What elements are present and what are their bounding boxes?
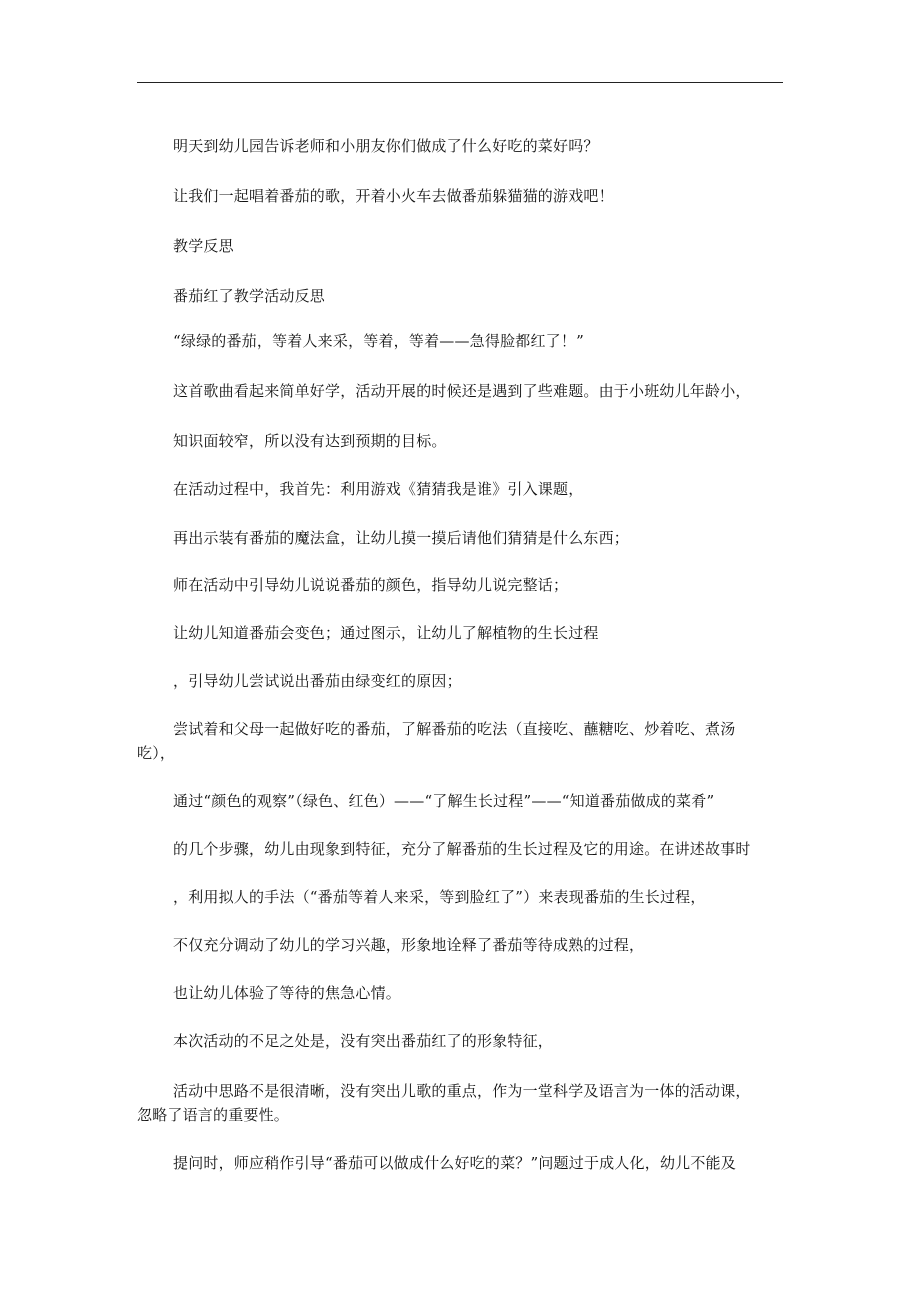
paragraph: 番茄红了教学活动反思	[173, 287, 326, 305]
paragraph-continuation: 忽略了语言的重要性。	[137, 1106, 290, 1124]
paragraph: 师在活动中引导幼儿说说番茄的颜色，指导幼儿说完整话；	[173, 576, 569, 594]
paragraph: 尝试着和父母一起做好吃的番茄，了解番茄的吃法（直接吃、蘸糖吃、炒着吃、煮汤	[173, 720, 736, 738]
paragraph: 通过“颜色的观察”（绿色、红色）——“了解生长过程”——“知道番茄做成的菜肴”	[173, 792, 715, 810]
paragraph-continuation: 吃），	[137, 744, 176, 762]
paragraph: 本次活动的不足之处是，没有突出番茄红了的形象特征，	[173, 1032, 554, 1050]
paragraph: 再出示装有番茄的魔法盒，让幼儿摸一摸后请他们猜猜是什么东西；	[173, 529, 630, 547]
paragraph: 不仅充分调动了幼儿的学习兴趣，形象地诠释了番茄等待成熟的过程，	[173, 936, 645, 954]
section-heading: 教学反思	[173, 237, 234, 255]
paragraph: 在活动过程中，我首先：利用游戏《猜猜我是谁》引入课题，	[173, 480, 584, 498]
paragraph: 让幼儿知道番茄会变色；通过图示，让幼儿了解植物的生长过程	[173, 624, 599, 642]
paragraph: 也让幼儿体验了等待的焦急心情。	[173, 984, 402, 1002]
paragraph: 让我们一起唱着番茄的歌，开着小火车去做番茄躲猫猫的游戏吧！	[173, 187, 614, 205]
paragraph: ，引导幼儿尝试说出番茄由绿变红的原因；	[173, 672, 462, 690]
paragraph: 的几个步骤，幼儿由现象到特征，充分了解番茄的生长过程及它的用途。在讲述故事时	[173, 840, 751, 858]
paragraph: 知识面较窄，所以没有达到预期的目标。	[173, 432, 447, 450]
paragraph: ，利用拟人的手法（“番茄等着人来采，等到脸红了”）来表现番茄的生长过程，	[173, 888, 706, 906]
paragraph: 明天到幼儿园告诉老师和小朋友你们做成了什么好吃的菜好吗？	[173, 137, 599, 155]
paragraph: 提问时，师应稍作引导“番茄可以做成什么好吃的菜？”问题过于成人化，幼儿不能及	[173, 1154, 736, 1172]
paragraph: 活动中思路不是很清晰，没有突出儿歌的重点，作为一堂科学及语言为一体的活动课，	[173, 1082, 751, 1100]
paragraph: 这首歌曲看起来简单好学，活动开展的时候还是遇到了些难题。由于小班幼儿年龄小，	[173, 382, 751, 400]
paragraph: “绿绿的番茄，等着人来采，等着，等着——急得脸都红了！”	[173, 332, 584, 350]
